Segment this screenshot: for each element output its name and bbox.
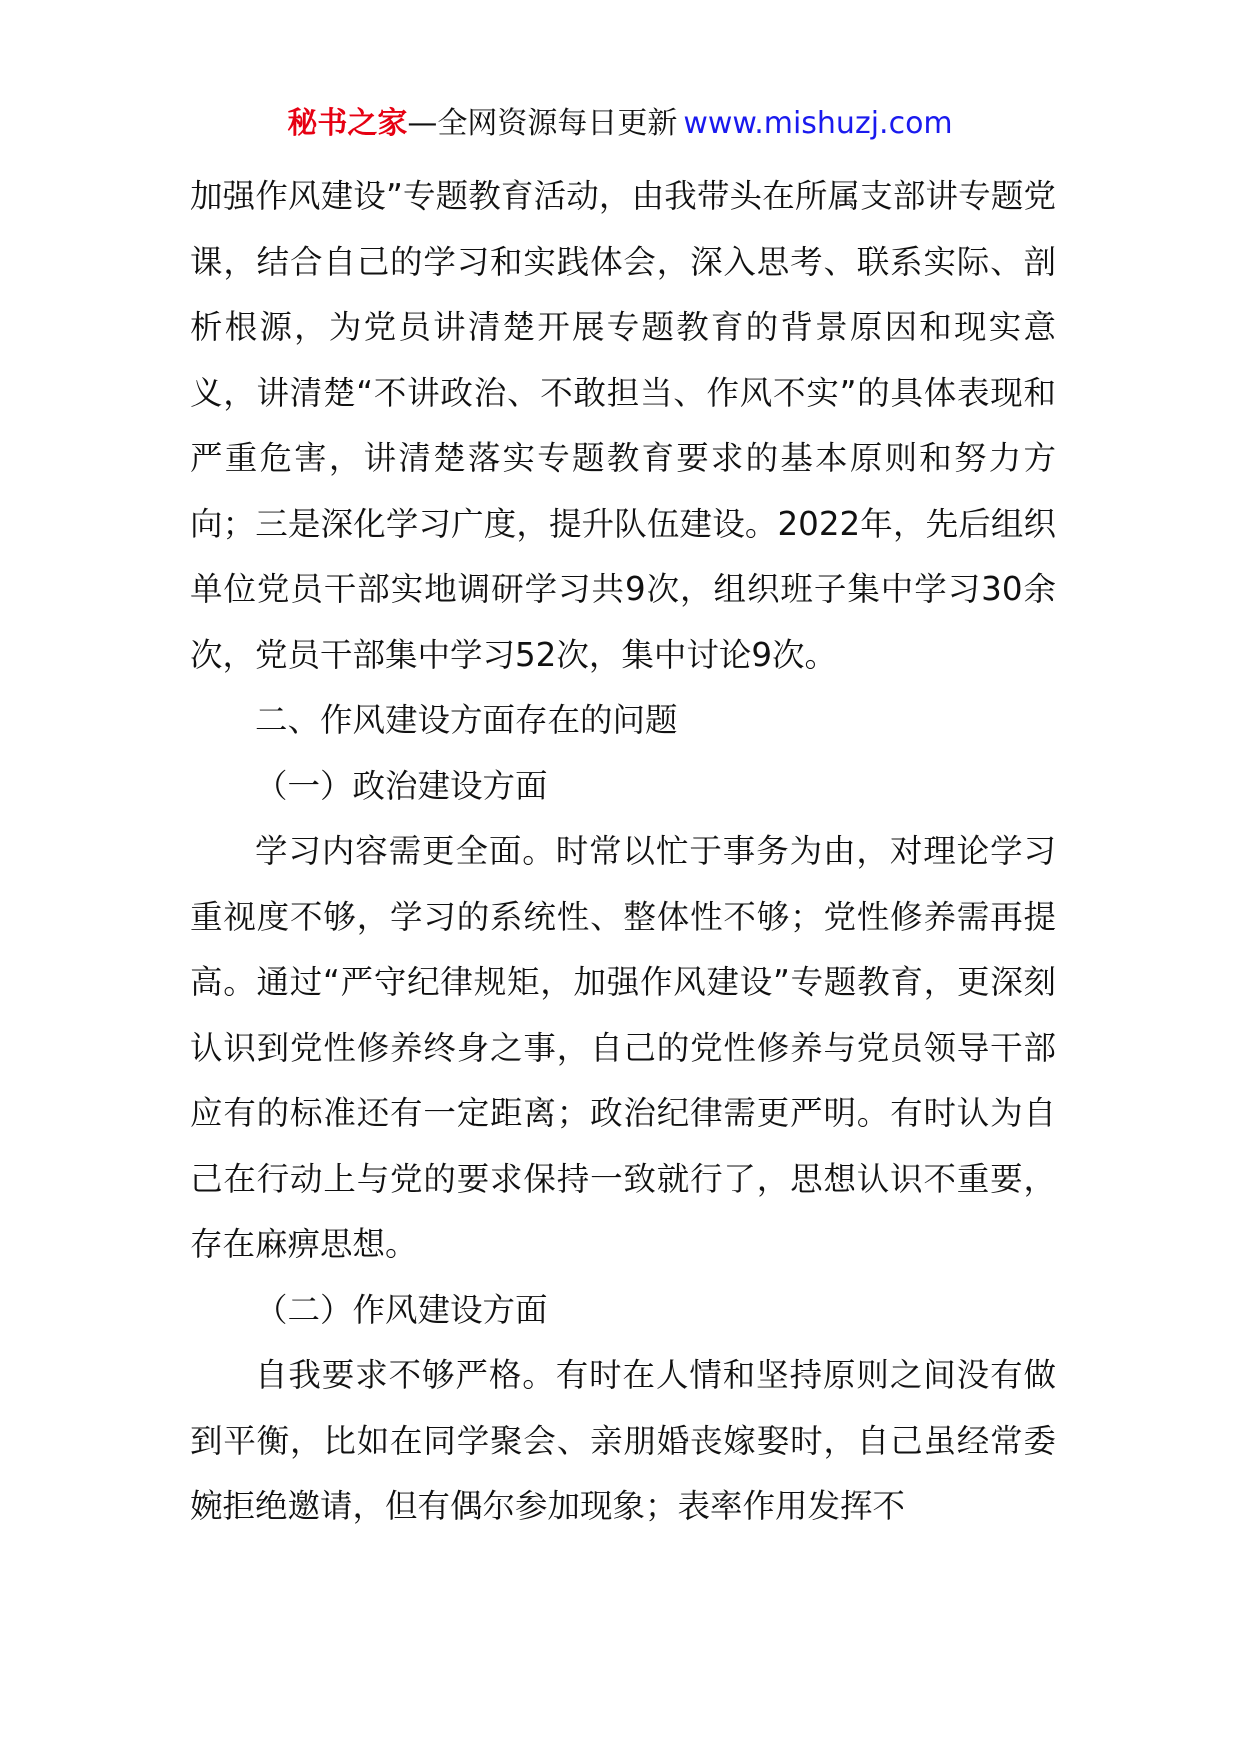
section-heading: 二、作风建设方面存在的问题 [255, 701, 678, 739]
brand-name: 秘书之家 [287, 106, 408, 141]
subsection-heading-style: （二）作风建设方面 [255, 1290, 548, 1329]
paragraph-political: 学习内容需更全面。时常以忙于事务为由，对理论学习重视度不够，学习的系统性、整体性不够；党性修养需再提高。通过“严守纪律规矩，加强作风建设”专题教育，更深刻认识到党性修养终身之事，自己的党性修养与党员领导干部应有的标准还有一定距离；政治纪律需更严明。有时认为自己在行动上与党的要求保持一致就行了，思想认识不重要，存在麻痹思想。 [190, 832, 1056, 1263]
site-url-link[interactable]: www.mishuzj.com [683, 106, 953, 141]
paragraph-continuation: 加强作风建设”专题教育活动，由我带头在所属支部讲专题党课，结合自己的学习和实践体会，深入思考、联系实际、剖析根源，为党员讲清楚开展专题教育的背景原因和现实意义，讲清楚“不讲政治、不敢担当、作风不实”的具体表现和严重危害，讲清楚落实专题教育要求的基本原则和努力方向；三是深化学习广度，提升队伍建设。2022年，先后组织单位党员干部实地调研学习共9次，组织班子集中学习30余次，党员干部集中学习52次，集中讨论9次。 [190, 177, 1056, 674]
banner-tagline: —全网资源每日更新 [407, 106, 678, 141]
site-banner [0, 100, 1240, 148]
subsection-heading-political: （一）政治建设方面 [255, 766, 548, 805]
paragraph-style: 自我要求不够严格。有时在人情和坚持原则之间没有做到平衡，比如在同学聚会、亲朋婚丧嫁娶时，自己虽经常委婉拒绝邀请，但有偶尔参加现象；表率作用发挥不 [190, 1356, 1056, 1525]
document-body [190, 164, 1056, 1540]
